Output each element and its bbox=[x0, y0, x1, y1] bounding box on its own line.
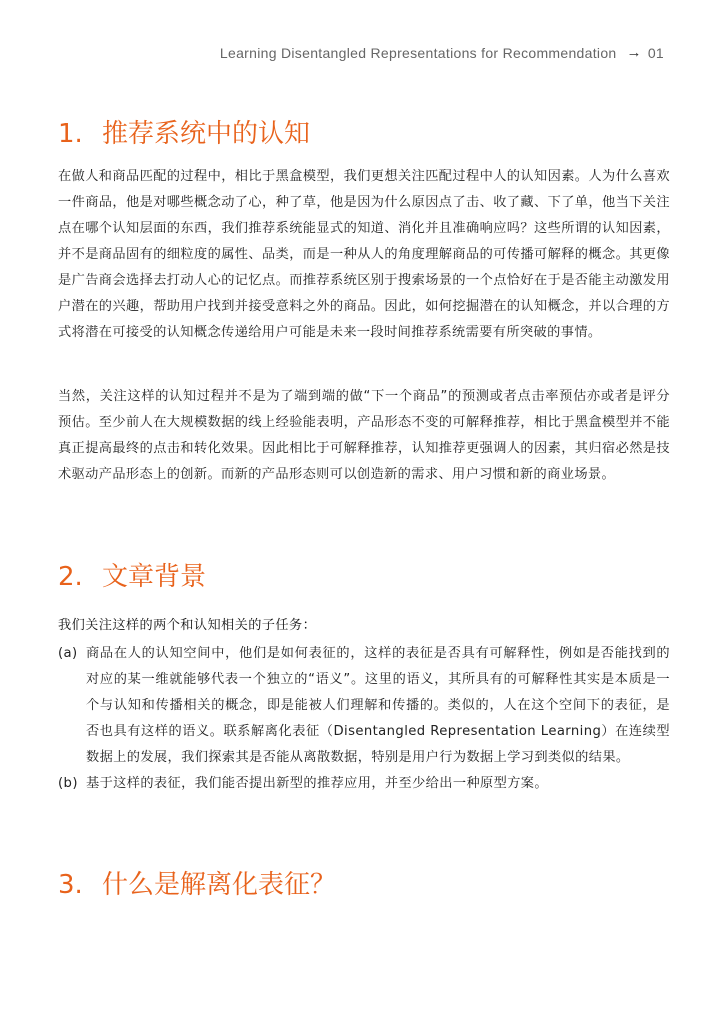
section-title: 文章背景 bbox=[102, 562, 207, 592]
section-number: 2. bbox=[58, 562, 83, 592]
section-heading-3 bbox=[58, 864, 336, 901]
section-title: 什么是解离化表征？ bbox=[102, 870, 337, 900]
page-number: 01 bbox=[647, 44, 664, 61]
section-number: 1. bbox=[58, 119, 83, 149]
subtasks-intro: 我们关注这样的两个和认知相关的子任务： bbox=[58, 618, 317, 633]
list-item bbox=[58, 641, 670, 771]
list-marker: (b) bbox=[58, 776, 78, 791]
section-number: 3. bbox=[58, 870, 83, 900]
running-header bbox=[220, 44, 664, 61]
section-title: 推荐系统中的认知 bbox=[102, 119, 311, 149]
arrow-right-icon: → bbox=[626, 44, 642, 61]
running-header-title: Learning Disentangled Representations for Recommendation bbox=[219, 44, 617, 61]
list-item-text: 商品在人的认知空间中，他们是如何表征的，这样的表征是否具有可解释性，例如是否能找到的对应的某一维就能够代表一个独立的“语义”。这里的语义，其所具有的可解释性其实是本质是一个与认知和传播相关的概念，即是能被人们理解和传播的。类似的，人在这个空间下的表征，是否也具有这样的语义。联系解离化表征（Disentangled Representation Learning）在连续型数据上的发展，我们探索其是否能从离散数据，特别是用户行为数据上学习到类似的结果。 bbox=[86, 646, 670, 765]
section-heading-2 bbox=[58, 556, 206, 593]
list-marker: (a) bbox=[58, 646, 78, 661]
paragraph: 当然，关注这样的认知过程并不是为了端到端的做“下一个商品”的预测或者点击率预估亦或者是评分预估。至少前人在大规模数据的线上经验能表明，产品形态不变的可解释推荐，相比于黑盒模型并不能真正提高最终的点击和转化效果。因此相比于可解释推荐，认知推荐更强调人的因素，其归宿必然是技术驱动产品形态上的创新。而新的产品形态则可以创造新的需求、用户习惯和新的商业场景。 bbox=[58, 389, 670, 482]
list-item bbox=[58, 771, 670, 797]
section-heading-1 bbox=[58, 113, 310, 150]
paragraph: 在做人和商品匹配的过程中，相比于黑盒模型，我们更想关注匹配过程中人的认知因素。人为什么喜欢一件商品，他是对哪些概念动了心，种了草，他是因为什么原因点了击、收了藏、下了单，他当下关注点在哪个认知层面的东西，我们推荐系统能显式的知道、消化并且准确响应吗？这些所谓的认知因素，并不是商品固有的细粒度的属性、品类，而是一种从人的角度理解商品的可传播可解释的概念。其更像是广告商会选择去打动人心的记忆点。而推荐系统区别于搜索场景的一个点恰好在于是否能主动激发用户潜在的兴趣，帮助用户找到并接受意料之外的商品。因此，如何挖掘潜在的认知概念，并以合理的方式将潜在可接受的认知概念传递给用户可能是未来一段时间推荐系统需要有所突破的事情。 bbox=[58, 169, 670, 340]
list-item-text: 基于这样的表征，我们能否提出新型的推荐应用，并至少给出一种原型方案。 bbox=[86, 776, 548, 791]
subtask-list bbox=[58, 641, 670, 797]
